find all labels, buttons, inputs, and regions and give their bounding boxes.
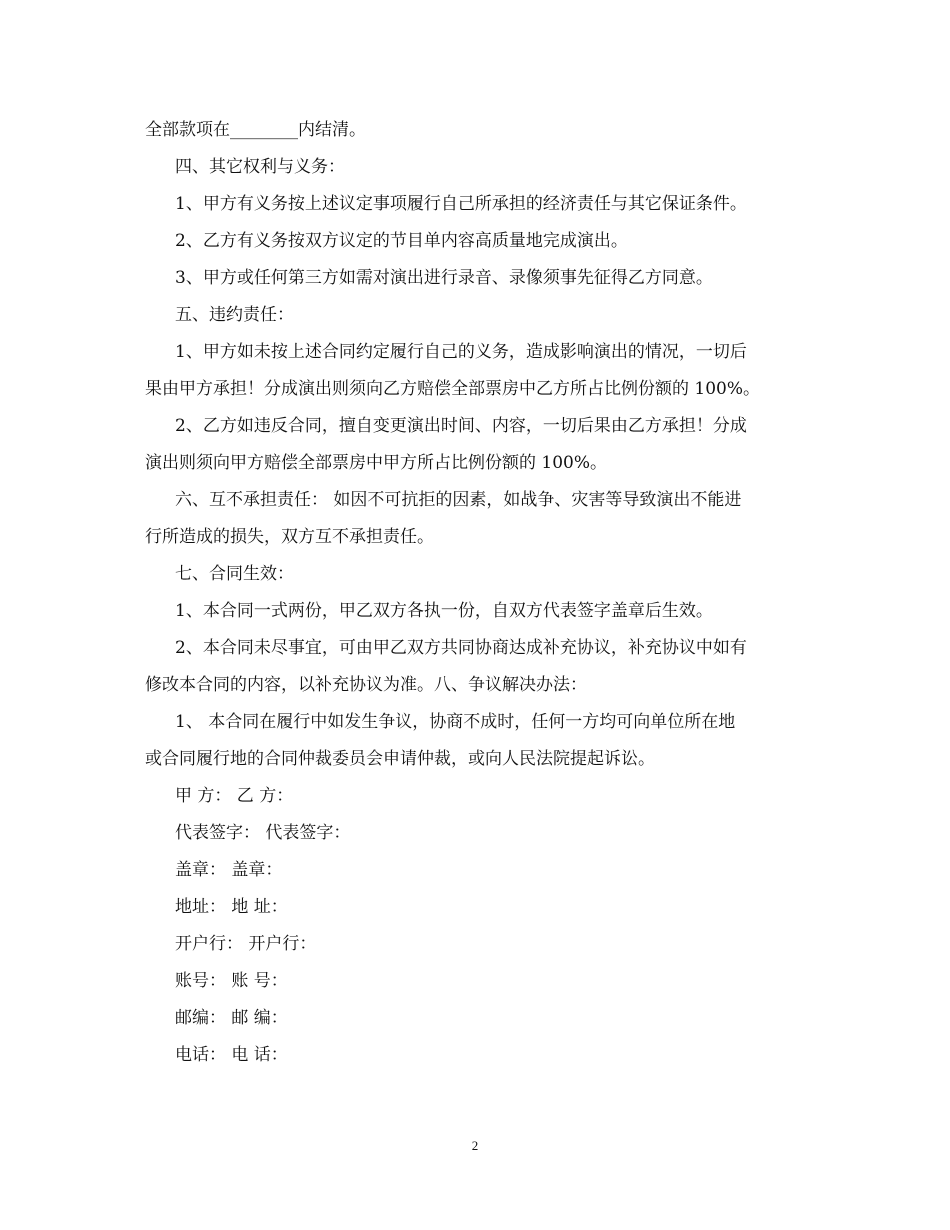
section-heading: 四、其它权利与义务： xyxy=(175,157,345,177)
paragraph-line: 2、乙方有义务按双方议定的节目单内容高质量地完成演出。 xyxy=(175,231,628,251)
section-heading: 五、违约责任： xyxy=(175,305,294,325)
paragraph-line: 行所造成的损失，双方互不承担责任。 xyxy=(145,527,434,547)
paragraph-line: 演出则须向甲方赔偿全部票房中甲方所占比例份额的 100%。 xyxy=(145,453,608,473)
page-number: 2 xyxy=(471,1138,479,1153)
paragraph-line: 1、 本合同在履行中如发生争议，协商不成时，任何一方均可向单位所在地 xyxy=(175,712,736,732)
signature-line-party: 甲 方： 乙 方： xyxy=(175,786,294,806)
paragraph-line: 1、甲方如未按上述合同约定履行自己的义务，造成影响演出的情况，一切后 xyxy=(175,342,747,362)
paragraph-line: 或合同履行地的合同仲裁委员会申请仲裁，或向人民法院提起诉讼。 xyxy=(145,749,655,769)
paragraph-line: 2、乙方如违反合同，擅自变更演出时间、内容，一切后果由乙方承担！分成 xyxy=(175,416,747,436)
paragraph-line: 2、本合同未尽事宜，可由甲乙双方共同协商达成补充协议，补充协议中如有 xyxy=(175,638,747,658)
paragraph-line: 果由甲方承担！分成演出则须向乙方赔偿全部票房中乙方所占比例份额的 100%。 xyxy=(145,379,761,399)
signature-line-representative: 代表签字： 代表签字： xyxy=(175,823,351,843)
signature-line-address: 地址： 地 址： xyxy=(175,897,288,917)
paragraph-line: 1、甲方有义务按上述议定事项履行自己所承担的经济责任与其它保证条件。 xyxy=(175,194,747,214)
signature-line-account: 账号： 账 号： xyxy=(175,971,288,991)
paragraph-line: 1、本合同一式两份，甲乙双方各执一份，自双方代表签字盖章后生效。 xyxy=(175,601,713,621)
paragraph-line: 六、互不承担责任： 如因不可抗拒的因素，如战争、灾害等导致演出不能进 xyxy=(175,490,742,510)
signature-line-bank: 开户行： 开户行： xyxy=(175,934,317,954)
paragraph-line: 修改本合同的内容，以补充协议为准。八、争议解决办法： xyxy=(145,675,587,695)
paragraph-line: 全部款项在________内结清。 xyxy=(145,120,366,140)
signature-line-seal: 盖章： 盖章： xyxy=(175,860,283,880)
signature-line-postcode: 邮编： 邮 编： xyxy=(175,1008,288,1028)
section-heading: 七、合同生效： xyxy=(175,564,294,584)
paragraph-line: 3、甲方或任何第三方如需对演出进行录音、录像须事先征得乙方同意。 xyxy=(175,268,713,288)
signature-line-phone: 电话： 电 话： xyxy=(175,1045,288,1065)
